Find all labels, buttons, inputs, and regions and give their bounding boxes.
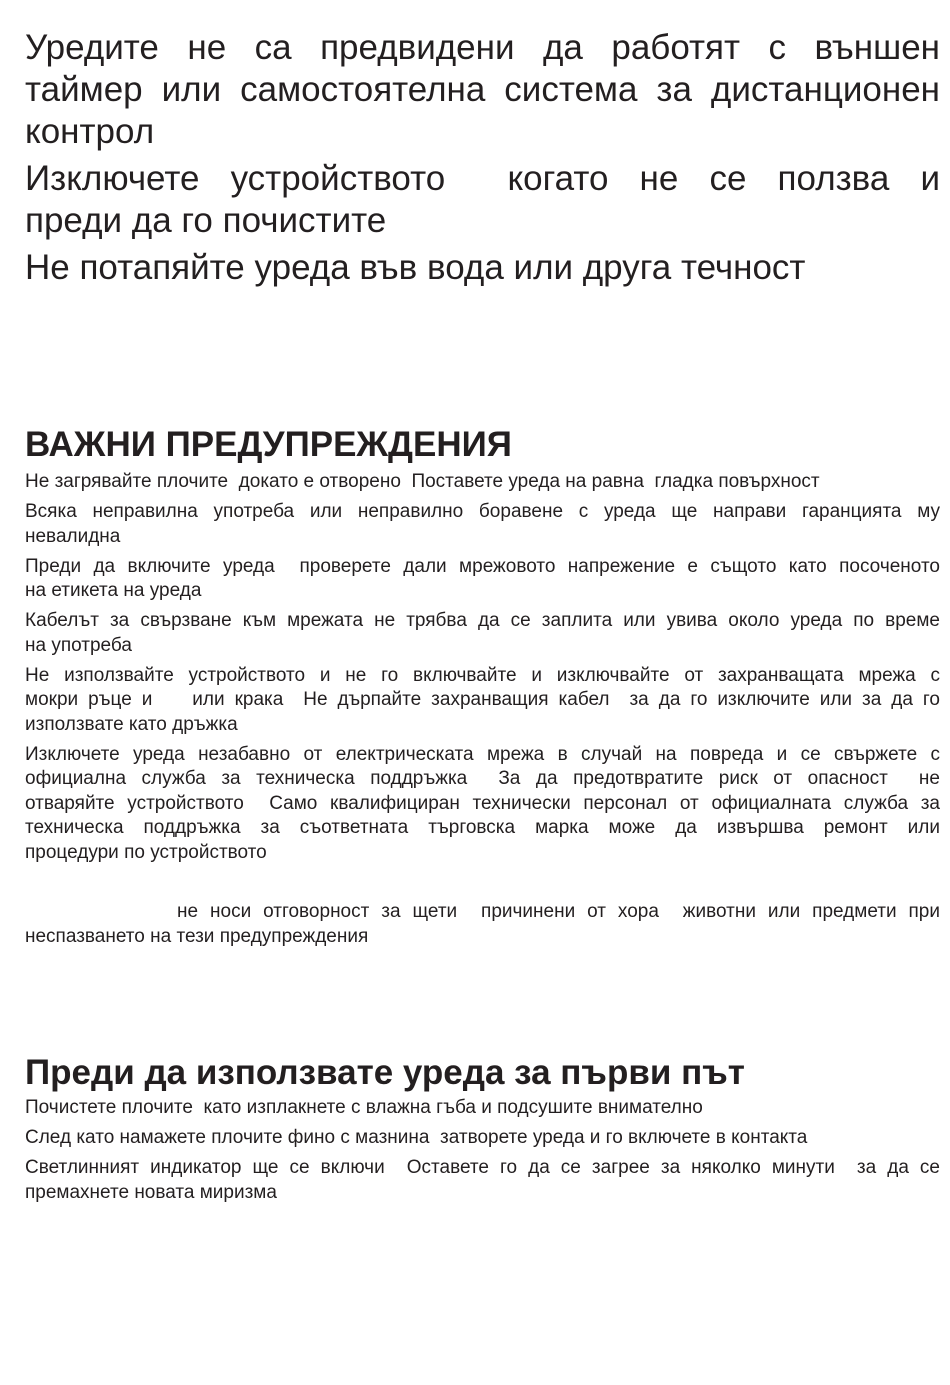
text-line: Не използвайте устройството и не го включвайте и изключвайте от захранващата мрежа с: [25, 664, 940, 686]
first-use-paragraph: [25, 1096, 940, 1121]
text-line: на етикета на уреда: [25, 580, 202, 601]
text-line: използвате като дръжка: [25, 713, 238, 735]
text-line: Не загрявайте плочите докато е отворено Поставете уреда на равна гладка повърхност: [25, 471, 820, 492]
text-line: Всяка неправилна употреба или неправилно боравене с уреда ще направи гаранцията му: [25, 501, 940, 522]
first-use-paragraph: [25, 1156, 940, 1205]
text-line: Преди да включите уреда проверете дали мрежовото напрежение е същото като посоченото: [25, 555, 940, 577]
text-line: След като намажете плочите фино с мазнина затворете уреда и го включете в контакта: [25, 1127, 808, 1148]
first-use-section: [25, 1096, 940, 1211]
text-line: преди да го почистите: [25, 201, 387, 240]
text-line: премахнете новата миризма: [25, 1181, 277, 1203]
text-line: неспазването на тези предупреждения: [25, 925, 369, 947]
warning-paragraph: [25, 609, 940, 658]
text-line: Кабелът за свързване към мрежата не трябва да се заплита или увива около уреда по време: [25, 610, 940, 631]
text-line: таймер или самостоятелна система за дистанционен: [25, 70, 940, 109]
intro-paragraph: [25, 27, 940, 153]
text-line: официална служба за техническа поддръжка За да предотвратите риск от опасност не: [25, 768, 940, 789]
warning-paragraph: [25, 470, 940, 495]
text-line: на употреба: [25, 634, 132, 656]
text-line: Изключете уреда незабавно от електрическата мрежа в случай на повреда и се свържете с: [25, 743, 940, 765]
warning-paragraph: [25, 500, 940, 549]
text-line: мокри ръце и или крака Не дърпайте захранващия кабел за да го изключите или за да го: [25, 689, 940, 710]
warnings-heading: ВАЖНИ ПРЕДУПРЕЖДЕНИЯ: [25, 425, 512, 464]
text-line: невалидна: [25, 525, 121, 547]
disclaimer-paragraph: [25, 900, 940, 949]
text-line: Почистете плочите като изплакнете с влажна гъба и подсушите внимателно: [25, 1097, 703, 1118]
intro-paragraph: [25, 158, 940, 242]
text-line: Светлинният индикатор ще се включи Оставете го да се загрее за няколко минути за да се: [25, 1157, 940, 1178]
text-line: Изключете устройството когато не се ползва и: [25, 159, 940, 198]
warning-paragraph: [25, 743, 940, 866]
text-line: отваряйте устройството Само квалифициран технически персонал от официалната служба за: [25, 792, 940, 814]
text-line: контрол: [25, 112, 155, 151]
warnings-section: [25, 470, 940, 871]
warning-paragraph: [25, 664, 940, 738]
text-line: Не потапяйте уреда във вода или друга течност: [25, 248, 806, 287]
warning-paragraph: [25, 555, 940, 604]
first-use-heading: Преди да използвате уреда за първи път: [25, 1053, 745, 1092]
intro-paragraph: [25, 247, 940, 289]
text-line: не носи отговорност за щети причинени от хора животни или предмети при: [177, 901, 940, 922]
text-line: процедури по устройството: [25, 841, 267, 863]
intro-section: [25, 27, 940, 294]
text-line: техническа поддръжка за съответната търговска марка може да извършва ремонт или: [25, 817, 940, 838]
first-use-paragraph: [25, 1126, 940, 1151]
text-line: Уредите не са предвидени да работят с външен: [25, 28, 940, 67]
